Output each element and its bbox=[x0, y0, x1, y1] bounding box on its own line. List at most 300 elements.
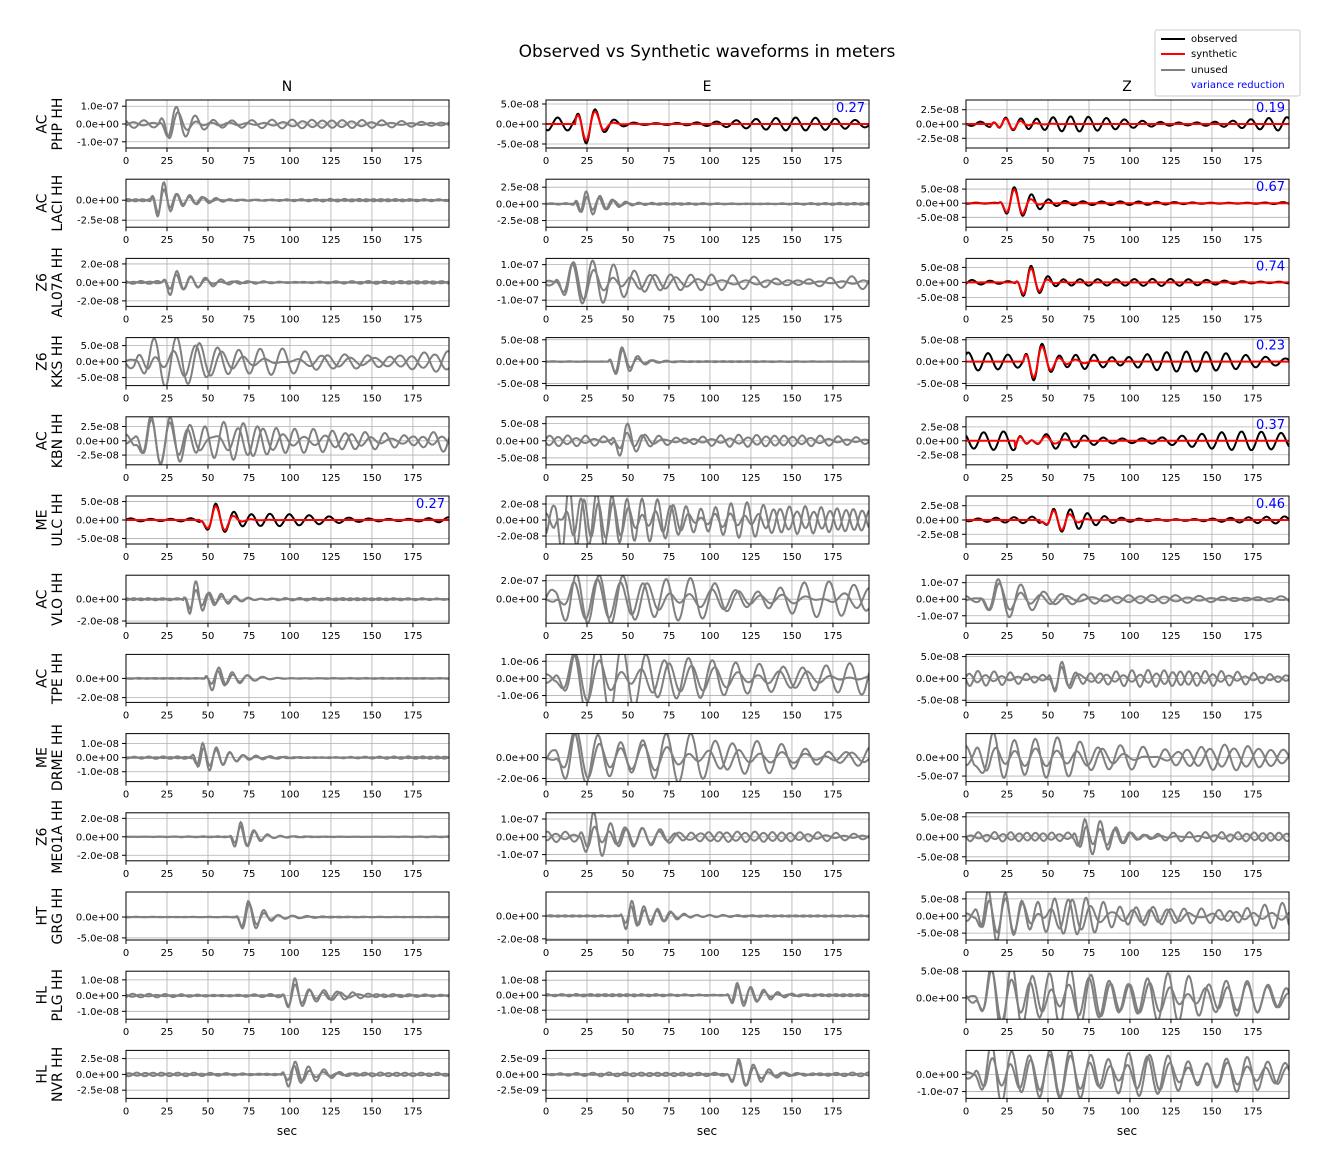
x-tick-label: 75 bbox=[662, 631, 676, 643]
x-tick-label: 100 bbox=[700, 1027, 720, 1039]
x-tick-label: 75 bbox=[662, 710, 676, 722]
column-header-e: E bbox=[702, 79, 712, 95]
station-row-me-drme-hh bbox=[35, 724, 1289, 800]
y-tick-label: -1.0e-07 bbox=[917, 611, 959, 623]
x-tick-label: 75 bbox=[1082, 393, 1096, 405]
x-tick-label: 25 bbox=[1000, 789, 1014, 801]
x-tick-label: 50 bbox=[201, 631, 215, 643]
x-tick-label: 25 bbox=[160, 631, 174, 643]
station-network: Z6 bbox=[34, 827, 51, 847]
x-tick-label: 175 bbox=[403, 631, 423, 643]
x-tick-label: 125 bbox=[1161, 235, 1181, 247]
x-tick-label: 125 bbox=[321, 789, 341, 801]
subplot-n bbox=[76, 496, 449, 563]
x-tick-label: 125 bbox=[1161, 631, 1181, 643]
x-tick-label: 25 bbox=[160, 393, 174, 405]
variance-reduction-label: 0.23 bbox=[1256, 338, 1285, 354]
x-tick-label: 125 bbox=[321, 235, 341, 247]
y-tick-label: -5.0e-08 bbox=[917, 695, 959, 707]
x-tick-label: 150 bbox=[362, 393, 382, 405]
x-tick-label: 0 bbox=[962, 393, 970, 405]
x-tick-label: 150 bbox=[362, 948, 382, 959]
subplot-z bbox=[916, 496, 1289, 563]
x-tick-label: 175 bbox=[403, 789, 423, 801]
x-tick-label: 100 bbox=[1120, 235, 1140, 247]
x-tick-label: 50 bbox=[1041, 1106, 1055, 1118]
x-tick-label: 100 bbox=[1120, 314, 1140, 326]
x-tick-label: 25 bbox=[160, 1027, 174, 1039]
x-tick-label: 50 bbox=[1041, 552, 1055, 563]
x-tick-label: 75 bbox=[662, 235, 676, 247]
variance-reduction-label: 0.27 bbox=[416, 497, 445, 512]
x-tick-label: 175 bbox=[403, 235, 423, 247]
x-tick-label: 100 bbox=[280, 789, 300, 801]
x-tick-label: 50 bbox=[1041, 314, 1055, 326]
x-tick-label: 25 bbox=[1000, 1027, 1014, 1039]
x-tick-label: 175 bbox=[403, 314, 423, 326]
x-tick-label: 125 bbox=[741, 710, 761, 722]
x-tick-label: 75 bbox=[242, 948, 256, 959]
y-tick-label: 0.0e+00 bbox=[915, 198, 959, 210]
x-tick-label: 0 bbox=[962, 156, 970, 167]
x-tick-label: 25 bbox=[160, 789, 174, 801]
x-tick-label: 125 bbox=[1161, 1027, 1181, 1039]
x-tick-label: 150 bbox=[362, 235, 382, 247]
x-tick-label: 25 bbox=[160, 552, 174, 563]
subplot-z bbox=[916, 100, 1289, 167]
x-tick-label: 100 bbox=[700, 393, 720, 405]
x-tick-label: 50 bbox=[201, 393, 215, 405]
station-code: PLG HH bbox=[50, 968, 66, 1022]
station-code: PHP HH bbox=[50, 97, 66, 151]
subplot-z bbox=[916, 575, 1289, 642]
column-header-n: N bbox=[281, 79, 293, 95]
x-tick-label: 125 bbox=[321, 472, 341, 484]
x-tick-label: 50 bbox=[621, 552, 635, 563]
y-tick-label: 0.0e+00 bbox=[75, 436, 119, 448]
x-tick-label: 125 bbox=[1161, 552, 1181, 563]
station-network: AC bbox=[34, 114, 51, 134]
x-tick-label: 50 bbox=[201, 1106, 215, 1118]
x-tick-label: 175 bbox=[823, 1027, 843, 1039]
x-tick-label: 25 bbox=[1000, 1106, 1014, 1118]
y-tick-label: -1.0e-08 bbox=[77, 1006, 119, 1018]
station-row-ac-kbn-hh bbox=[35, 413, 1289, 483]
x-tick-label: 25 bbox=[160, 868, 174, 880]
x-tick-label: 100 bbox=[1120, 710, 1140, 722]
x-tick-label: 125 bbox=[741, 393, 761, 405]
x-tick-label: 125 bbox=[741, 235, 761, 247]
x-tick-label: 100 bbox=[700, 868, 720, 880]
variance-reduction-label: 0.37 bbox=[1256, 417, 1285, 433]
x-tick-label: 50 bbox=[1041, 868, 1055, 880]
x-tick-label: 50 bbox=[201, 156, 215, 167]
x-tick-label: 25 bbox=[160, 472, 174, 484]
x-tick-label: 150 bbox=[1202, 789, 1222, 801]
x-tick-label: 125 bbox=[1161, 1106, 1181, 1118]
subplot-e bbox=[496, 643, 869, 721]
x-tick-label: 75 bbox=[1082, 472, 1096, 484]
variance-reduction-label: 0.74 bbox=[1256, 259, 1285, 275]
station-row-hl-nvr-hh bbox=[35, 1042, 1289, 1117]
x-tick-label: 150 bbox=[1202, 235, 1222, 247]
subplot-n bbox=[76, 813, 449, 880]
x-axis-label-z: sec bbox=[1116, 1124, 1138, 1138]
y-tick-label: 2.0e-08 bbox=[80, 259, 119, 271]
x-tick-label: 175 bbox=[403, 472, 423, 484]
x-tick-label: 0 bbox=[542, 552, 550, 563]
x-tick-label: 0 bbox=[542, 789, 550, 801]
y-tick-label: 0.0e+00 bbox=[495, 199, 539, 211]
x-tick-label: 125 bbox=[321, 314, 341, 326]
y-tick-label: -2.0e-08 bbox=[77, 296, 119, 308]
x-tick-label: 50 bbox=[621, 1106, 635, 1118]
x-tick-label: 150 bbox=[782, 710, 802, 722]
y-tick-label: 1.0e-06 bbox=[500, 656, 539, 668]
x-tick-label: 175 bbox=[823, 868, 843, 880]
subplot-z bbox=[916, 733, 1289, 801]
y-tick-label: -2.5e-08 bbox=[77, 1085, 119, 1097]
x-tick-label: 175 bbox=[1243, 472, 1263, 484]
x-tick-label: 175 bbox=[1243, 156, 1263, 167]
x-tick-label: 175 bbox=[403, 1027, 423, 1039]
x-tick-label: 75 bbox=[242, 235, 256, 247]
subplot-e bbox=[496, 417, 869, 484]
x-tick-label: 75 bbox=[662, 868, 676, 880]
y-tick-label: 2.5e-08 bbox=[920, 422, 959, 434]
x-tick-label: 50 bbox=[201, 948, 215, 959]
y-tick-label: -2.5e-08 bbox=[497, 216, 539, 228]
x-tick-label: 0 bbox=[122, 156, 130, 167]
station-code: VLO HH bbox=[50, 572, 66, 626]
station-label bbox=[35, 98, 66, 151]
x-tick-label: 100 bbox=[700, 789, 720, 801]
y-tick-label: 0.0e+00 bbox=[495, 990, 539, 1002]
x-tick-label: 175 bbox=[403, 868, 423, 880]
subplot-e bbox=[496, 1050, 869, 1117]
x-tick-label: 175 bbox=[823, 314, 843, 326]
x-tick-label: 0 bbox=[962, 472, 970, 484]
legend-label-observed: observed bbox=[1191, 34, 1238, 45]
y-tick-label: -2.5e-09 bbox=[497, 1085, 539, 1097]
x-tick-label: 150 bbox=[1202, 1027, 1222, 1039]
x-tick-label: 100 bbox=[700, 314, 720, 326]
x-tick-label: 25 bbox=[1000, 552, 1014, 563]
x-tick-label: 25 bbox=[580, 789, 594, 801]
x-tick-label: 25 bbox=[1000, 710, 1014, 722]
y-tick-label: 0.0e+00 bbox=[75, 357, 119, 369]
y-tick-label: -2.5e-08 bbox=[917, 529, 959, 541]
y-tick-label: 2.5e-08 bbox=[920, 501, 959, 513]
x-tick-label: 0 bbox=[122, 631, 130, 643]
station-network: Z6 bbox=[34, 352, 51, 371]
subplot-z bbox=[916, 335, 1289, 404]
subplot-e bbox=[496, 486, 869, 563]
station-label bbox=[35, 1047, 66, 1102]
x-tick-label: 50 bbox=[621, 156, 635, 167]
subplot-z bbox=[916, 179, 1289, 246]
x-tick-label: 75 bbox=[242, 710, 256, 722]
x-tick-label: 75 bbox=[1082, 1027, 1096, 1039]
y-tick-label: -5.0e-08 bbox=[917, 852, 959, 864]
y-tick-label: 5.0e-08 bbox=[920, 184, 959, 196]
subplot-e bbox=[496, 574, 869, 642]
x-tick-label: 125 bbox=[321, 1106, 341, 1118]
x-tick-label: 175 bbox=[403, 1106, 423, 1118]
subplot-n bbox=[76, 1050, 449, 1117]
y-tick-label: -2.0e-08 bbox=[77, 616, 119, 628]
x-tick-label: 25 bbox=[580, 156, 594, 167]
x-tick-label: 0 bbox=[542, 631, 550, 643]
x-tick-label: 0 bbox=[542, 868, 550, 880]
x-tick-label: 175 bbox=[823, 710, 843, 722]
subplot-e bbox=[496, 971, 869, 1038]
x-tick-label: 150 bbox=[782, 1106, 802, 1118]
x-tick-label: 75 bbox=[242, 472, 256, 484]
y-tick-label: 0.0e+00 bbox=[915, 594, 959, 606]
x-tick-label: 100 bbox=[1120, 393, 1140, 405]
station-network: AC bbox=[34, 193, 51, 213]
x-tick-label: 125 bbox=[1161, 314, 1181, 326]
subplot-n bbox=[76, 179, 449, 246]
x-tick-label: 175 bbox=[823, 393, 843, 405]
x-tick-label: 50 bbox=[621, 1027, 635, 1039]
y-tick-label: 2.5e-08 bbox=[80, 422, 119, 434]
x-tick-label: 150 bbox=[362, 631, 382, 643]
x-tick-label: 25 bbox=[580, 1106, 594, 1118]
x-tick-label: 175 bbox=[823, 235, 843, 247]
y-tick-label: 1.0e-08 bbox=[80, 975, 119, 987]
x-tick-label: 150 bbox=[1202, 472, 1222, 484]
subplot-n bbox=[76, 100, 449, 167]
y-tick-label: 0.0e+00 bbox=[915, 911, 959, 923]
y-tick-label: 0.0e+00 bbox=[915, 753, 959, 765]
x-tick-label: 0 bbox=[122, 1106, 130, 1118]
x-tick-label: 25 bbox=[160, 156, 174, 167]
x-tick-label: 125 bbox=[1161, 948, 1181, 959]
x-tick-label: 75 bbox=[242, 314, 256, 326]
x-tick-label: 75 bbox=[242, 552, 256, 563]
y-tick-label: 0.0e+00 bbox=[495, 832, 539, 844]
x-tick-label: 100 bbox=[280, 1106, 300, 1118]
x-tick-label: 50 bbox=[1041, 631, 1055, 643]
x-tick-label: 50 bbox=[1041, 948, 1055, 959]
y-tick-label: -1.0e-07 bbox=[497, 295, 539, 307]
x-tick-label: 75 bbox=[1082, 868, 1096, 880]
x-tick-label: 50 bbox=[621, 710, 635, 722]
y-tick-label: -2.0e-06 bbox=[497, 773, 539, 785]
y-tick-label: 5.0e-08 bbox=[920, 812, 959, 824]
station-code: GRG HH bbox=[50, 887, 66, 945]
x-tick-label: 75 bbox=[662, 393, 676, 405]
y-tick-label: 2.5e-08 bbox=[500, 182, 539, 194]
x-tick-label: 25 bbox=[1000, 472, 1014, 484]
x-tick-label: 75 bbox=[662, 156, 676, 167]
x-tick-label: 175 bbox=[1243, 710, 1263, 722]
y-tick-label: 1.0e-08 bbox=[500, 975, 539, 987]
x-tick-label: 175 bbox=[823, 472, 843, 484]
x-tick-label: 150 bbox=[362, 472, 382, 484]
x-tick-label: 150 bbox=[362, 314, 382, 326]
y-tick-label: 0.0e+00 bbox=[75, 991, 119, 1003]
x-tick-label: 50 bbox=[621, 472, 635, 484]
x-tick-label: 25 bbox=[1000, 393, 1014, 405]
x-tick-label: 75 bbox=[242, 156, 256, 167]
x-tick-label: 100 bbox=[280, 552, 300, 563]
x-tick-label: 25 bbox=[580, 314, 594, 326]
x-tick-label: 25 bbox=[1000, 235, 1014, 247]
variance-reduction-label: 0.67 bbox=[1256, 180, 1285, 196]
y-tick-label: 0.0e+00 bbox=[75, 195, 119, 207]
subplot-z bbox=[916, 417, 1289, 484]
y-tick-label: 5.0e-08 bbox=[500, 419, 539, 431]
x-tick-label: 125 bbox=[321, 1027, 341, 1039]
x-tick-label: 100 bbox=[1120, 1027, 1140, 1039]
subplot-z bbox=[916, 258, 1289, 325]
x-tick-label: 100 bbox=[280, 948, 300, 959]
x-tick-label: 75 bbox=[242, 393, 256, 405]
x-tick-label: 50 bbox=[201, 552, 215, 563]
x-tick-label: 150 bbox=[1202, 948, 1222, 959]
y-tick-label: -5.0e-08 bbox=[497, 139, 539, 151]
x-tick-label: 150 bbox=[362, 552, 382, 563]
y-tick-label: -2.0e-08 bbox=[77, 850, 119, 862]
x-tick-label: 0 bbox=[962, 789, 970, 801]
x-tick-label: 175 bbox=[1243, 868, 1263, 880]
y-tick-label: 5.0e-08 bbox=[80, 341, 119, 353]
x-tick-label: 125 bbox=[321, 156, 341, 167]
x-tick-label: 0 bbox=[962, 710, 970, 722]
x-tick-label: 50 bbox=[1041, 235, 1055, 247]
x-tick-label: 175 bbox=[1243, 1106, 1263, 1118]
y-tick-label: 0.0e+00 bbox=[915, 673, 959, 685]
station-row-ht-grg-hh bbox=[35, 888, 1289, 959]
y-tick-label: 0.0e+00 bbox=[75, 515, 119, 527]
y-tick-label: 0.0e+00 bbox=[75, 832, 119, 844]
y-tick-label: 2.5e-08 bbox=[920, 105, 959, 117]
station-network: Z6 bbox=[34, 273, 51, 292]
x-tick-label: 50 bbox=[621, 314, 635, 326]
station-network: AC bbox=[34, 431, 51, 451]
x-tick-label: 175 bbox=[403, 156, 423, 167]
x-tick-label: 125 bbox=[1161, 472, 1181, 484]
y-tick-label: 0.0e+00 bbox=[915, 832, 959, 844]
x-tick-label: 150 bbox=[782, 1027, 802, 1039]
y-tick-label: 0.0e+00 bbox=[495, 119, 539, 131]
y-tick-label: 1.0e-07 bbox=[80, 101, 119, 113]
x-tick-label: 100 bbox=[1120, 948, 1140, 959]
column-header-z: Z bbox=[1122, 79, 1132, 95]
x-tick-label: 25 bbox=[580, 631, 594, 643]
x-tick-label: 75 bbox=[1082, 156, 1096, 167]
y-tick-label: -2.5e-08 bbox=[917, 450, 959, 462]
y-tick-label: 1.0e-07 bbox=[920, 578, 959, 590]
station-row-ac-vlo-hh bbox=[35, 572, 1289, 642]
station-code: AL07A HH bbox=[50, 247, 66, 318]
variance-reduction-label: 0.19 bbox=[1256, 101, 1285, 116]
x-tick-label: 125 bbox=[741, 948, 761, 959]
x-tick-label: 125 bbox=[1161, 789, 1181, 801]
x-tick-label: 150 bbox=[782, 948, 802, 959]
x-tick-label: 150 bbox=[362, 710, 382, 722]
subplot-n bbox=[76, 258, 449, 325]
y-tick-label: 0.0e+00 bbox=[75, 119, 119, 131]
x-tick-label: 50 bbox=[1041, 1027, 1055, 1039]
x-tick-label: 50 bbox=[1041, 789, 1055, 801]
x-tick-label: 0 bbox=[962, 235, 970, 247]
x-tick-label: 175 bbox=[403, 393, 423, 405]
x-tick-label: 150 bbox=[362, 789, 382, 801]
x-tick-label: 100 bbox=[280, 1027, 300, 1039]
y-tick-label: 0.0e+00 bbox=[495, 357, 539, 369]
x-tick-label: 0 bbox=[542, 472, 550, 484]
x-tick-label: 75 bbox=[662, 948, 676, 959]
x-tick-label: 75 bbox=[242, 868, 256, 880]
x-tick-label: 50 bbox=[201, 789, 215, 801]
x-tick-label: 0 bbox=[122, 1027, 130, 1039]
x-tick-label: 125 bbox=[1161, 710, 1181, 722]
x-tick-label: 50 bbox=[621, 631, 635, 643]
x-tick-label: 0 bbox=[962, 552, 970, 563]
variance-reduction-label: 0.46 bbox=[1256, 497, 1285, 512]
x-tick-label: 175 bbox=[1243, 552, 1263, 563]
x-tick-label: 150 bbox=[1202, 314, 1222, 326]
y-tick-label: 0.0e+00 bbox=[495, 515, 539, 527]
station-code: ULC HH bbox=[50, 493, 66, 547]
y-tick-label: -1.0e-07 bbox=[497, 850, 539, 862]
y-tick-label: 0.0e+00 bbox=[75, 753, 119, 765]
y-tick-label: -1.0e-08 bbox=[497, 1005, 539, 1017]
x-tick-label: 25 bbox=[580, 710, 594, 722]
x-tick-label: 0 bbox=[122, 948, 130, 959]
x-tick-label: 0 bbox=[962, 948, 970, 959]
x-tick-label: 175 bbox=[823, 789, 843, 801]
x-tick-label: 25 bbox=[1000, 631, 1014, 643]
x-tick-label: 50 bbox=[1041, 710, 1055, 722]
y-tick-label: 1.0e-07 bbox=[500, 814, 539, 826]
y-tick-label: 5.0e-08 bbox=[500, 99, 539, 111]
legend-label-variance-reduction: variance reduction bbox=[1191, 80, 1285, 91]
station-label bbox=[35, 888, 66, 945]
x-tick-label: 25 bbox=[1000, 156, 1014, 167]
subplot-e bbox=[496, 100, 869, 168]
x-tick-label: 75 bbox=[1082, 948, 1096, 959]
x-tick-label: 175 bbox=[1243, 789, 1263, 801]
subplot-z bbox=[916, 652, 1289, 721]
y-tick-label: 5.0e-08 bbox=[920, 894, 959, 906]
x-tick-label: 125 bbox=[321, 868, 341, 880]
station-network: ME bbox=[34, 509, 51, 531]
y-tick-label: -5.0e-08 bbox=[497, 453, 539, 465]
x-tick-label: 125 bbox=[1161, 156, 1181, 167]
y-tick-label: 0.0e+00 bbox=[915, 1069, 959, 1081]
y-tick-label: 2.0e-08 bbox=[500, 499, 539, 511]
station-label bbox=[35, 413, 66, 468]
x-tick-label: 100 bbox=[700, 472, 720, 484]
subplot-e bbox=[496, 812, 869, 880]
x-tick-label: 100 bbox=[280, 710, 300, 722]
x-tick-label: 100 bbox=[280, 314, 300, 326]
station-label bbox=[35, 724, 66, 791]
station-label bbox=[35, 175, 66, 232]
station-label bbox=[35, 572, 66, 625]
y-tick-label: 5.0e-08 bbox=[920, 335, 959, 347]
x-tick-label: 75 bbox=[1082, 789, 1096, 801]
y-tick-label: 2.0e-08 bbox=[80, 813, 119, 825]
x-tick-label: 25 bbox=[580, 393, 594, 405]
x-tick-label: 100 bbox=[280, 472, 300, 484]
y-tick-label: 0.0e+00 bbox=[495, 436, 539, 448]
